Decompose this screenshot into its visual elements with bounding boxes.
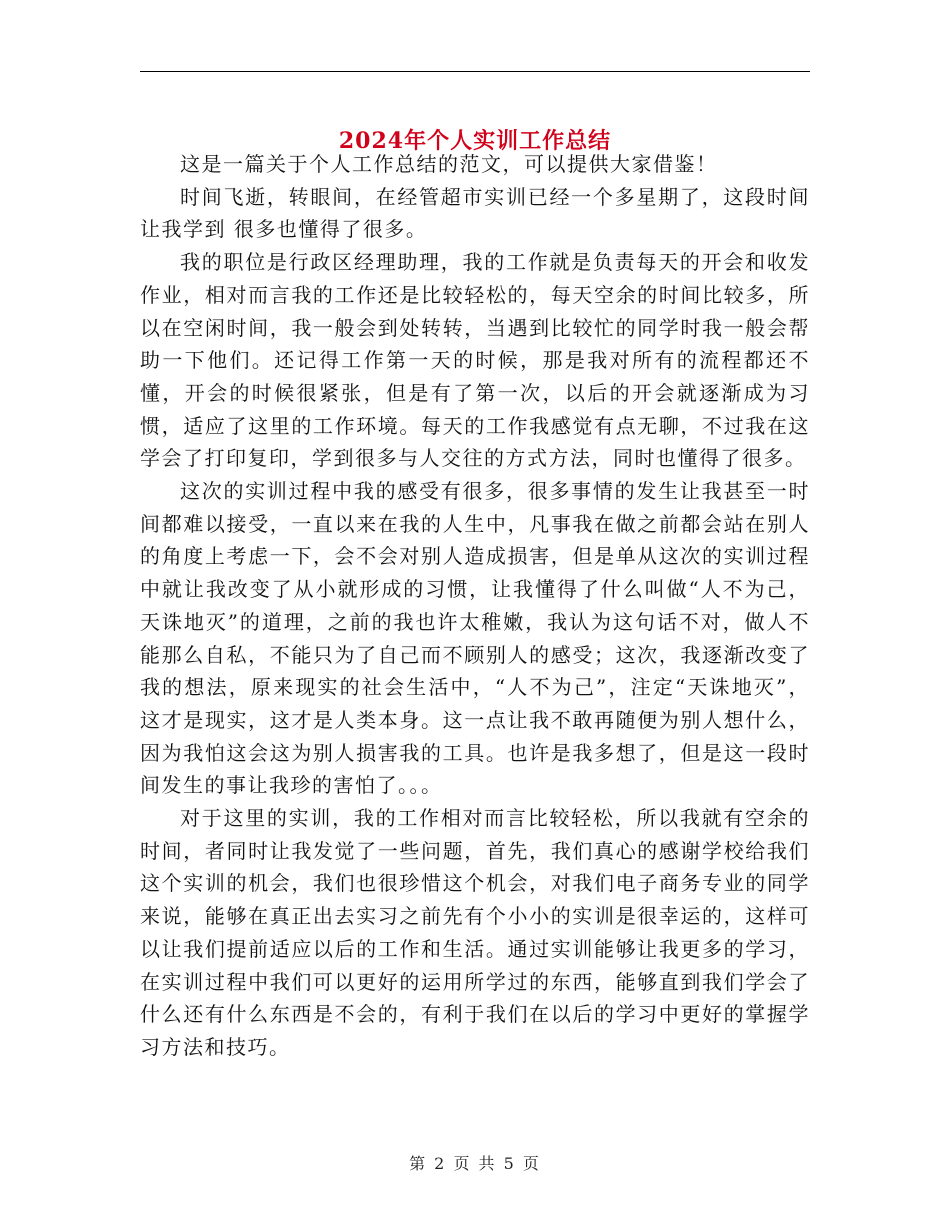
paragraph-3: 这次的实训过程中我的感受有很多，很多事情的发生让我甚至一时间都难以接受，一直以来在我的人生中，凡事我在做之前都会站在别人的角度上考虑一下，会不会对别人造成损害，但是单从这次的实训过程中就让我改变了从小就形成的习惯，让我懂得了什么叫做“人不为己，天诛地灭”的道理，之前的我也许太稚嫩，我认为这句话不对，做人不能那么自私，不能只为了自己而不顾别人的感受；这次，我逐渐改变了我的想法，原来现实的社会生活中，“人不为己”，注定“天诛地灭”，这才是现实，这才是人类本身。这一点让我不敢再随便为别人想什么，因为我怕这会这为别人损害我的工具。也许是我多想了，但是这一段时间发生的事让我珍的害怕了。。。 [140, 479, 810, 798]
intro-paragraph: 这是一篇关于个人工作总结的范文，可以提供大家借鉴！ [180, 152, 718, 176]
page-number-footer: 第 2 页 共 5 页 [409, 1154, 541, 1173]
document-body [140, 148, 810, 1064]
paragraph-2: 我的职位是行政区经理助理，我的工作就是负责每天的开会和收发作业，相对而言我的工作还是比较轻松的，每天空余的时间比较多，所以在空闲时间，我一般会到处转转，当遇到比较忙的同学时我一般会帮助一下他们。还记得工作第一天的时候，那是我对所有的流程都还不懂，开会的时候很紧张，但是有了第一次，以后的开会就逐渐成为习惯，适应了这里的工作环境。每天的工作我感觉有点无聊，不过我在这学会了打印复印，学到很多与人交往的方式方法，同时也懂得了很多。 [140, 250, 810, 471]
document-title: 2024年个人实训工作总结 [338, 127, 612, 154]
paragraph-4: 对于这里的实训，我的工作相对而言比较轻松，所以我就有空余的时间，者同时让我发觉了一些问题，首先，我们真心的感谢学校给我们这个实训的机会，我们也很珍惜这个机会，对我们电子商务专业的同学来说，能够在真正出去实习之前先有个小小的实训是很幸运的，这样可以让我们提前适应以后的工作和生活。通过实训能够让我更多的学习，在实训过程中我们可以更好的运用所学过的东西，能够直到我们学会了什么还有什么东西是不会的，有利于我们在以后的学习中更好的掌握学习方法和技巧。 [140, 806, 810, 1059]
header-rule [140, 71, 810, 72]
paragraph-1: 时间飞逝，转眼间，在经管超市实训已经一个多星期了，这段时间让我学到 很多也懂得了很多。 [140, 184, 810, 242]
